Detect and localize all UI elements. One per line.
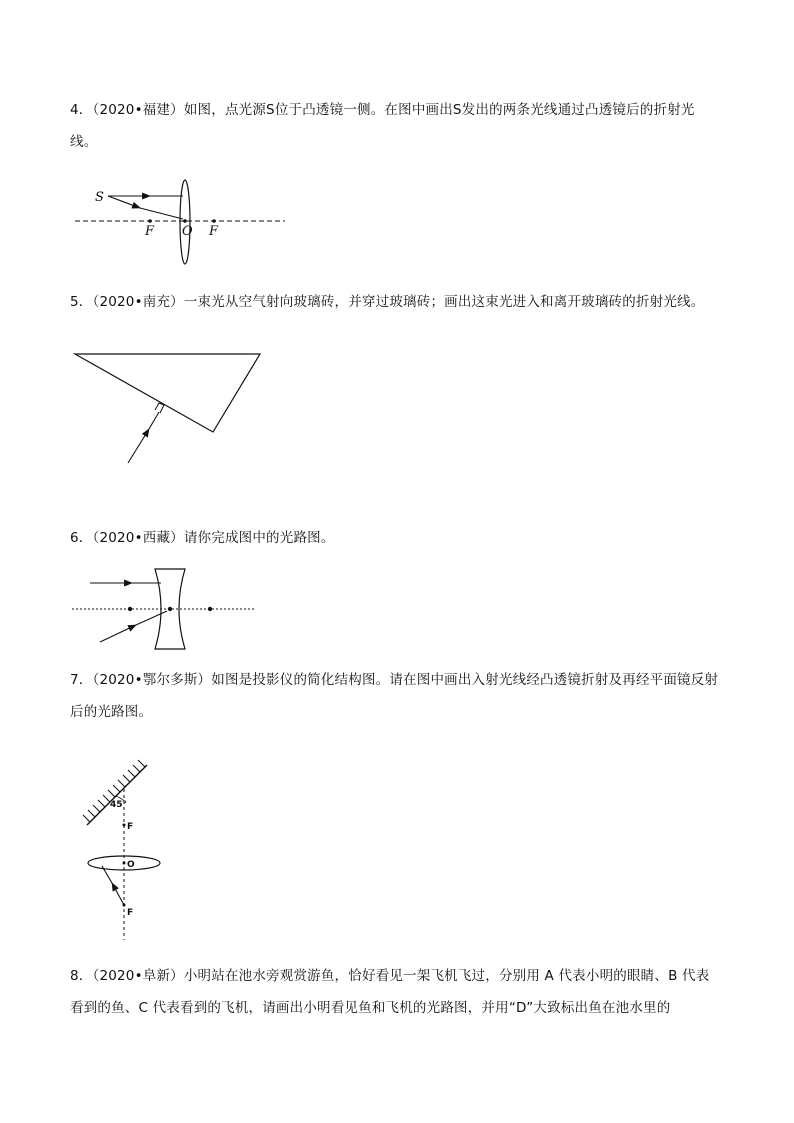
label-o: O <box>127 860 135 870</box>
focus-right-point <box>212 219 216 223</box>
incident-ray-arrow <box>112 883 124 905</box>
incident-ray <box>149 412 159 429</box>
incident-ray-arrow <box>128 429 149 463</box>
label-f-right: F <box>209 224 219 239</box>
ray-oblique <box>140 208 183 219</box>
question-8-text: 8．（2020•阜新）小明站在池水旁观赏游鱼，恰好看见一架飞机飞过，分别用 A 代表小明的眼睛、B 代表看到的鱼、C 代表看到的飞机，请画出小明看见鱼和飞机的光路图，并用“D”大致标出鱼在池水里的 <box>70 968 710 1016</box>
focus-left-point <box>148 219 152 223</box>
ray-oblique <box>136 611 167 625</box>
right-angle-mark <box>155 403 164 413</box>
figure-concave-lens <box>70 566 260 656</box>
ray-oblique-arrow <box>108 196 140 208</box>
figure-convex-lens-point-source <box>70 178 300 270</box>
figure-glass-prism <box>70 348 270 468</box>
figure-projector <box>80 755 180 945</box>
label-f-top: F <box>127 822 134 832</box>
plane-mirror <box>87 765 147 825</box>
question-5-text: 5．（2020•南充）一束光从空气射向玻璃砖，并穿过玻璃砖；画出这束光进入和离开玻璃砖的折射光线。 <box>70 294 705 310</box>
glass-prism <box>75 354 260 432</box>
focus-top-point <box>123 824 126 827</box>
label-f-left: F <box>145 224 155 239</box>
optical-center-point <box>123 862 126 865</box>
label-o: O <box>182 224 193 239</box>
optical-center-point <box>183 219 187 223</box>
label-f-bottom: F <box>127 908 134 918</box>
focus-bottom-point <box>123 904 126 907</box>
label-angle: 45° <box>110 800 128 810</box>
optical-center-point <box>168 607 172 611</box>
question-6-text: 6．（2020•西藏）请你完成图中的光路图。 <box>70 530 335 546</box>
label-s: S <box>95 190 104 205</box>
ray-oblique-arrow <box>100 625 136 642</box>
focus-left-point <box>128 607 132 611</box>
question-7-text: 7．（2020•鄂尔多斯）如图是投影仪的简化结构图。请在图中画出入射光线经凸透镜折射及再经平面镜反射后的光路图。 <box>70 672 719 720</box>
incident-ray <box>102 866 112 883</box>
mirror-hatching <box>83 760 145 822</box>
focus-right-point <box>208 607 212 611</box>
question-4-text: 4．（2020•福建）如图，点光源S位于凸透镜一侧。在图中画出S发出的两条光线通过凸透镜后的折射光线。 <box>70 102 695 150</box>
